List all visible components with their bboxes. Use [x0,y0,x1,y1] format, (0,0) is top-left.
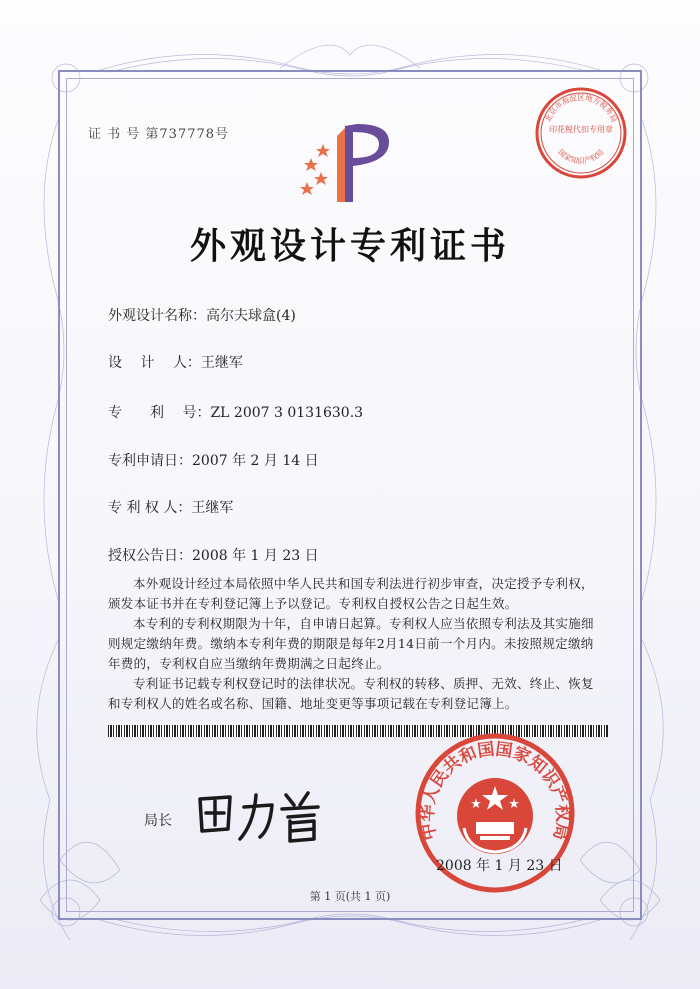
svg-text:国家知识产权局: 国家知识产权局 [556,147,606,166]
field-value: 王继军 [200,355,243,371]
field-value: ZL 2007 3 0131630.3 [210,405,364,421]
field-label: 授权公告日： [108,548,192,564]
page-number: 第 1 页(共 1 页) [309,890,391,903]
field-patent-number [108,402,363,422]
field-label: 专利申请日： [108,453,192,469]
field-patentee [108,497,233,517]
field-designer [108,352,243,372]
patent-office-logo [293,118,403,208]
body-paragraph: 本专利的专利权期限为十年，自申请日起算。专利权人应当依照专利法及其实施细则规定缴纳年费。缴纳本专利年费的期限是每年2月14日前一个月内。未按照规定缴纳年费的，专利权自应当缴纳年费期满之日起终止。 [108,616,594,671]
body-paragraph: 本外观设计经过本局依照中华人民共和国专利法进行初步审查，决定授予专利权，颁发本证书并在专利登记簿上予以登记。专利权自授权公告之日起生效。 [108,576,594,611]
field-label: 专 利 号： [108,405,211,421]
svg-text:印花税代扣专用章: 印花税代扣专用章 [549,125,613,134]
document-title: 外观设计专利证书 [189,225,510,267]
director-signature [190,785,330,845]
issue-date: 2008 年 1 月 23 日 [436,858,563,874]
svg-text:北京市海淀区地方税务局: 北京市海淀区地方税务局 [543,93,619,124]
field-label: 外观设计名称： [108,308,206,324]
field-application-date [108,450,319,470]
field-value: 王继军 [191,500,234,516]
certificate-number: 证 书 号 第737778号 [88,127,230,142]
body-paragraph: 专利证书记载专利权登记时的法律状况。专利权的转移、质押、无效、终止、恢复和专利权人的姓名或名称、国籍、地址变更等事项记载在专利登记簿上。 [108,676,594,711]
field-label: 设 计 人： [108,355,201,371]
director-label: 局长 [144,813,172,829]
svg-text:中华人民共和国国家知识产权局: 中华人民共和国国家知识产权局 [417,739,573,842]
field-grant-date [108,545,319,565]
field-design-name [108,305,296,325]
field-value: 2007 年 2 月 14 日 [192,453,319,469]
certificate-body [108,574,606,714]
field-value: 高尔夫球盒(4) [206,308,296,324]
tax-stamp-seal [534,86,628,180]
field-label: 专 利 权 人： [108,500,192,516]
field-value: 2008 年 1 月 23 日 [192,548,319,564]
